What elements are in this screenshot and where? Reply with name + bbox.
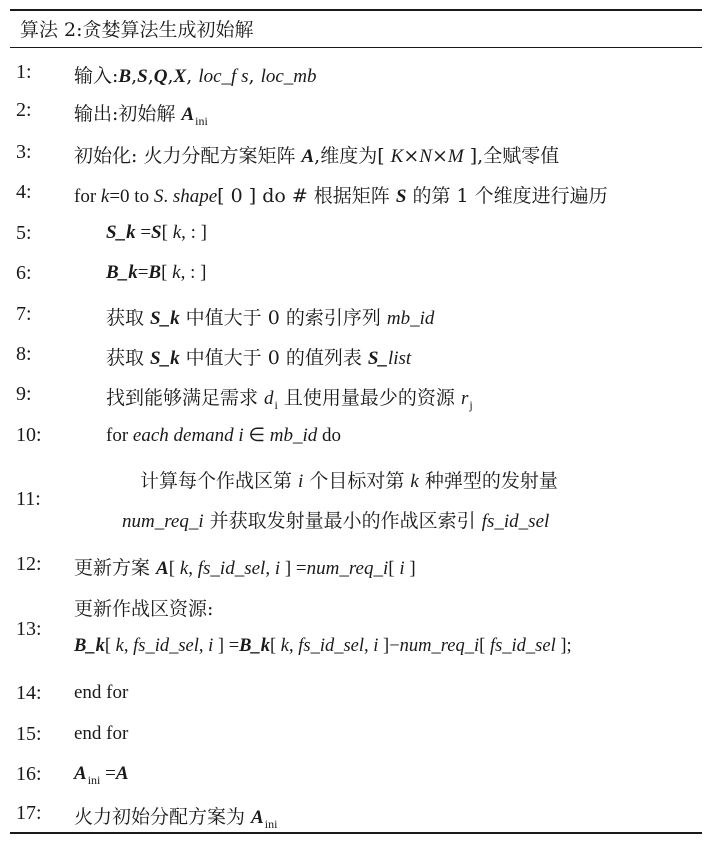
line-text: 找到能够满足需求 $d_i$ 且使用量最少的资源 $r_j$ (106, 387, 473, 412)
line-number: 13: (16, 618, 42, 640)
line-number: 1: (16, 61, 32, 83)
algorithm-line-6 (0, 260, 714, 290)
line-text: for k=0 to S. shape[ 0 ] do # 根据矩阵 S 的第 1 个维度进行遍历 (74, 185, 608, 207)
algorithm-line-14 (0, 680, 714, 710)
algorithm-line-13 (0, 592, 714, 674)
line-number: 10: (16, 424, 42, 446)
line-number: 7: (16, 303, 32, 325)
line-number: 11: (16, 488, 41, 510)
algorithm-title: 算法 2:贪婪算法生成初始解 (20, 19, 254, 41)
line-text: for each demand i ∈ mb_id do (106, 425, 342, 446)
line-text: end for (74, 682, 129, 703)
line-number: 14: (16, 682, 42, 704)
bottom-rule (10, 832, 702, 834)
algorithm-line-8 (0, 341, 714, 371)
algorithm-line-17 (0, 800, 714, 830)
algorithm-line-9 (0, 381, 714, 411)
line-text: 输入:B,S,Q,X, loc_f s, loc_mb (74, 65, 317, 87)
line-text: 获取 S_k 中值大于 0 的值列表 S_list (106, 347, 412, 369)
line-text: 更新方案 A[ k, fs_id_sel, i ] =num_req_i[ i ] (74, 557, 416, 579)
line-number: 16: (16, 763, 42, 785)
line-text: 输出:初始解 $A_{ini}$ (74, 103, 208, 128)
algorithm-line-16 (0, 761, 714, 791)
header-rule (10, 47, 702, 48)
line-text: end for (74, 723, 129, 744)
line-text: 初始化: 火力分配方案矩阵 A,维度为[ K×N×M ],全赋零值 (74, 145, 560, 167)
line-number: 6: (16, 262, 32, 284)
top-rule (10, 9, 702, 11)
algorithm-line-11 (0, 462, 714, 540)
algorithm-line-12 (0, 551, 714, 581)
line-number: 9: (16, 383, 32, 405)
algorithm-line-1 (0, 59, 714, 89)
line-text: 火力初始分配方案为 $A_{ini}$ (74, 806, 278, 831)
line-number: 5: (16, 222, 32, 244)
line-text: B_k=B[ k, : ] (106, 262, 207, 283)
line-text: $A_{ini} =A$ (74, 763, 129, 787)
line-text-continued: B_k[ k, fs_id_sel, i ] =B_k[ k, fs_id_sel, i ]−num_req_i[ fs_id_sel ]; (74, 636, 572, 656)
algorithm-line-15 (0, 721, 714, 751)
line-number: 17: (16, 802, 42, 824)
algorithm-line-4 (0, 179, 714, 209)
line-number: 3: (16, 141, 32, 163)
line-text-continued: num_req_i 并获取发射量最小的作战区索引 fs_id_sel (122, 510, 550, 532)
algorithm-line-3 (0, 139, 714, 169)
algorithm-line-2 (0, 97, 714, 127)
algorithm-line-10 (0, 422, 714, 452)
line-number: 4: (16, 181, 32, 203)
line-number: 2: (16, 99, 32, 121)
algorithm-line-5 (0, 220, 714, 250)
line-text: 计算每个作战区第 i 个目标对第 k 种弹型的发射量 (140, 470, 558, 492)
line-text: 获取 S_k 中值大于 0 的索引序列 mb_id (106, 307, 435, 329)
line-text: 更新作战区资源: (74, 598, 214, 620)
line-number: 12: (16, 553, 42, 575)
algorithm-line-7 (0, 301, 714, 331)
line-text: S_k =S[ k, : ] (106, 222, 207, 243)
line-number: 8: (16, 343, 32, 365)
line-number: 15: (16, 723, 42, 745)
